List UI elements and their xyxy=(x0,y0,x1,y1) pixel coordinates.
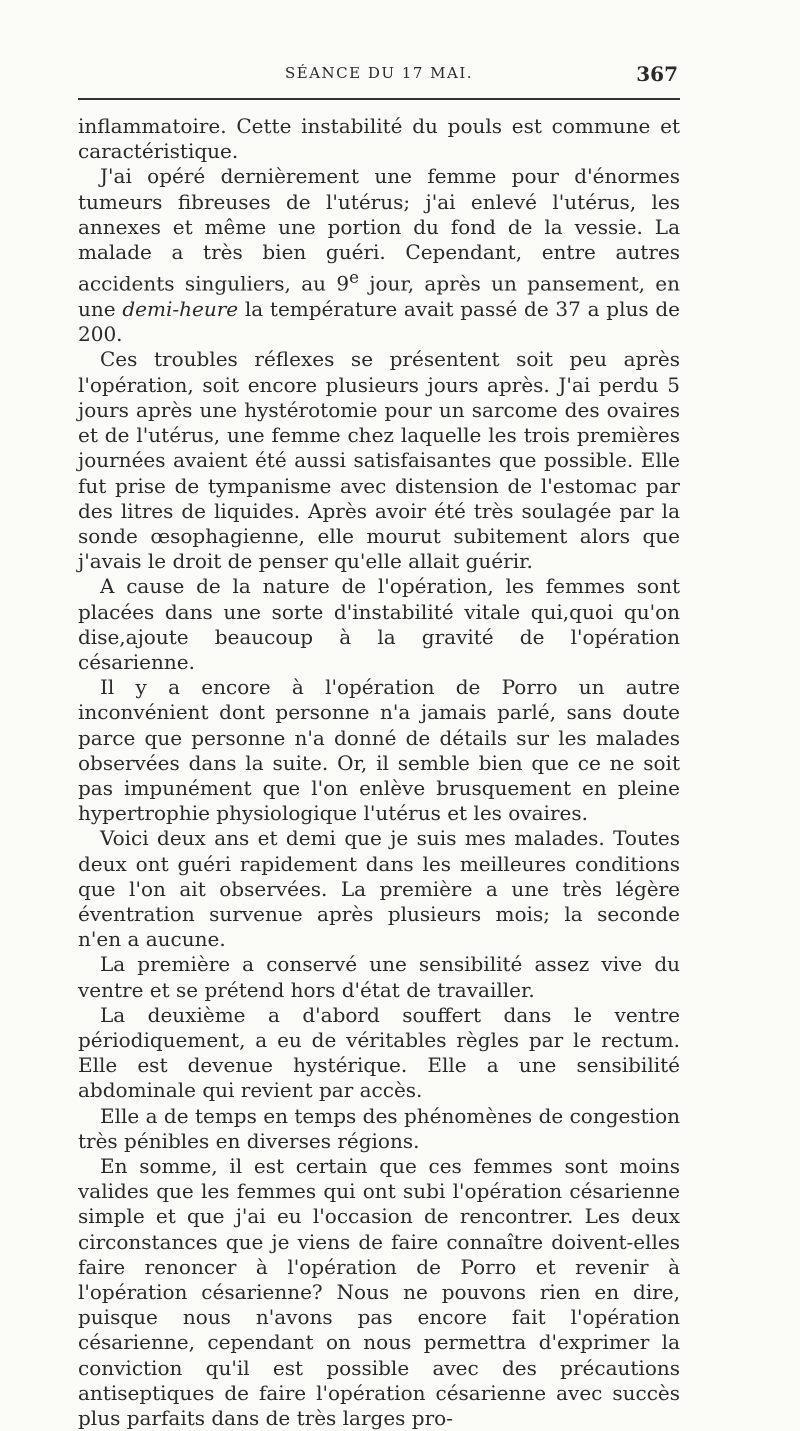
running-header xyxy=(78,60,680,94)
paragraph-3: Ces troubles réflexes se présentent soit peu après l'opération, soit encore plusieurs jours après. J'ai perdu 5 jours après une hystérotomie pour un sarcome des ovaires et de l'utérus, une femme chez laquelle les trois premières journées avaient été aussi satisfaisantes que possible. Elle fut prise de tympanisme avec distension de l'estomac par des litres de liquides. Après avoir été très soulagée par la sonde œsophagienne, elle mourut subitement alors que j'avais le droit de penser qu'elle allait guérir. xyxy=(78,347,680,574)
paragraph-2 xyxy=(78,164,680,347)
paragraph-6: Voici deux ans et demi que je suis mes malades. Toutes deux ont guéri rapidement dans les meilleures conditions que l'on ait observées. La première a une très légère éventration survenue après plusieurs mois; la seconde n'en a aucune. xyxy=(78,826,680,952)
paragraph-8: La deuxième a d'abord souffert dans le ventre périodiquement, a eu de véritables règles par le rectum. Elle est devenue hystérique. Elle a une sensibilité abdominale qui revient par accès. xyxy=(78,1002,680,1103)
paragraph-4: A cause de la nature de l'opération, les femmes sont placées dans une sorte d'instabilité vitale qui,quoi qu'on dise,ajoute beaucoup à la gravité de l'opération césarienne. xyxy=(78,574,680,674)
p2-superscript: e xyxy=(349,268,359,288)
page-number: 367 xyxy=(636,62,678,86)
body-text xyxy=(78,114,680,1431)
header-rule xyxy=(78,98,680,100)
paragraph-9: Elle a de temps en temps des phénomènes de congestion très pénibles en diverses régions. xyxy=(78,1103,680,1153)
p2-italic-term: demi-heure xyxy=(122,297,239,322)
paragraph-5: Il y a encore à l'opération de Porro un autre inconvénient dont personne n'a jamais parlé, sans doute parce que personne n'a donné de détails sur les malades observées dans la suite. Or, il semble bien que ce ne soit pas impunément que l'on enlève brusquement en pleine hypertrophie physiologique l'utérus et les ovaires. xyxy=(78,675,680,826)
paragraph-1: inflammatoire. Cette instabilité du pouls est commune et caractéristique. xyxy=(78,114,680,164)
paragraph-7: La première a conservé une sensibilité assez vive du ventre et se prétend hors d'état de travailler. xyxy=(78,952,680,1002)
running-title: SÉANCE DU 17 MAI. xyxy=(284,64,474,82)
p2-text-before: J'ai opéré dernièrement une femme pour d'énormes tumeurs fibreuses de l'utérus; j'ai enlevé l'utérus, les annexes et même une portion du fond de la vessie. La malade a très bien guéri. Cependant, entre autres accidents singuliers, au 9 xyxy=(78,164,680,296)
p2-text-middle: jour, après un pansement, en une xyxy=(78,271,680,322)
p2-text-after: la température avait passé de 37 a plus de 200. xyxy=(78,297,680,347)
paragraph-10: En somme, il est certain que ces femmes sont moins valides que les femmes qui ont subi l'opération césarienne simple et que j'ai eu l'occasion de rencontrer. Les deux circonstances que je viens de faire connaître doivent-elles faire renoncer à l'opération de Porro et revenir à l'opération césarienne? Nous ne pouvons rien en dire, puisque nous n'avons pas encore fait l'opération césarienne, cependant on nous permettra d'exprimer la conviction qu'il est possible avec des précautions antiseptiques de faire l'opération césarienne avec succès plus parfaits dans de très larges pro- xyxy=(78,1153,680,1431)
